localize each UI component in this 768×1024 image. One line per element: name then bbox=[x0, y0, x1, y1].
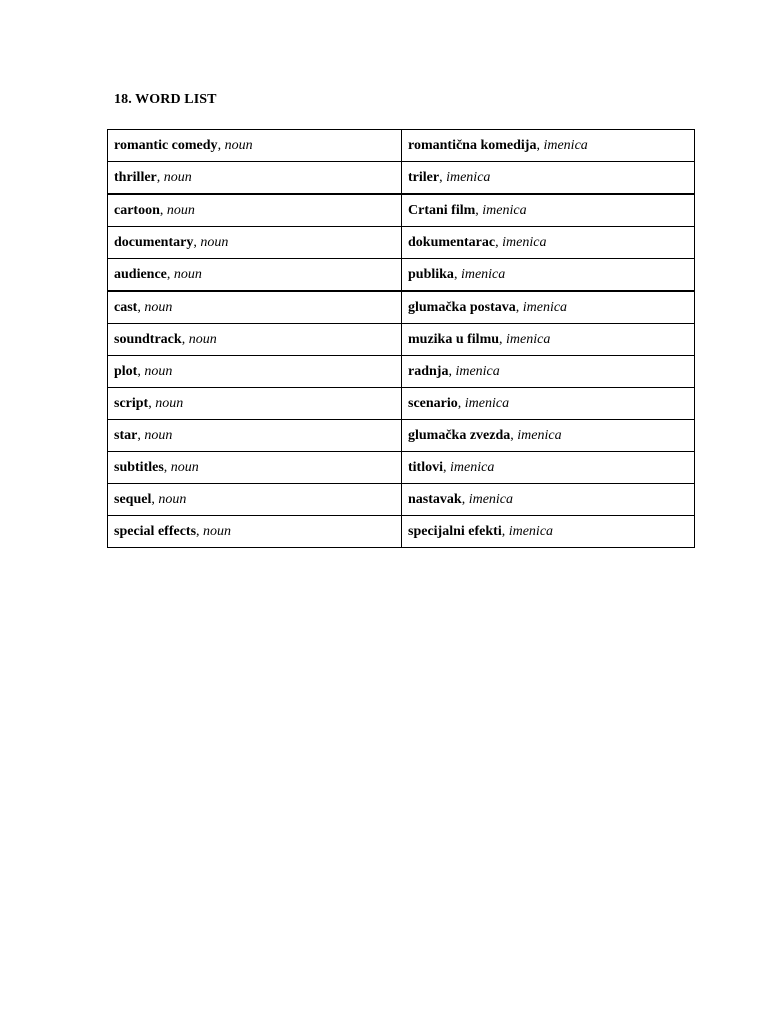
english-part-of-speech: noun bbox=[144, 299, 173, 315]
english-term: subtitles bbox=[114, 459, 164, 475]
english-part-of-speech: noun bbox=[224, 137, 253, 153]
table-row bbox=[108, 194, 695, 227]
separator: , bbox=[156, 169, 164, 185]
translation-cell bbox=[402, 194, 695, 227]
english-cell bbox=[108, 259, 402, 292]
separator: , bbox=[159, 202, 167, 218]
translation-cell bbox=[402, 388, 695, 420]
separator: , bbox=[536, 137, 544, 153]
english-term: script bbox=[114, 395, 149, 411]
english-cell bbox=[108, 162, 402, 195]
translation-cell bbox=[402, 130, 695, 162]
translation-term: muzika u filmu bbox=[408, 331, 500, 347]
word-list-table bbox=[107, 129, 695, 548]
separator: , bbox=[137, 299, 145, 315]
translation-term: nastavak bbox=[408, 491, 462, 507]
table-row bbox=[108, 324, 695, 356]
translation-cell bbox=[402, 259, 695, 292]
english-part-of-speech: noun bbox=[155, 395, 184, 411]
translation-term: glumačka zvezda bbox=[408, 427, 511, 443]
english-term: cartoon bbox=[114, 202, 160, 218]
separator: , bbox=[151, 491, 159, 507]
separator: , bbox=[501, 523, 509, 539]
page-title: 18. WORD LIST bbox=[114, 92, 217, 107]
english-cell bbox=[108, 484, 402, 516]
english-cell bbox=[108, 227, 402, 259]
separator: , bbox=[457, 395, 465, 411]
english-part-of-speech: noun bbox=[163, 169, 192, 185]
english-part-of-speech: noun bbox=[170, 459, 199, 475]
english-cell bbox=[108, 130, 402, 162]
translation-term: Crtani film bbox=[408, 202, 476, 218]
separator: , bbox=[166, 266, 174, 282]
english-cell bbox=[108, 516, 402, 548]
english-term: sequel bbox=[114, 491, 152, 507]
english-cell bbox=[108, 388, 402, 420]
translation-part-of-speech: imenica bbox=[506, 331, 551, 347]
word-list-body bbox=[108, 130, 695, 548]
table-row bbox=[108, 452, 695, 484]
separator: , bbox=[196, 523, 204, 539]
separator: , bbox=[439, 169, 447, 185]
table-row bbox=[108, 516, 695, 548]
translation-term: radnja bbox=[408, 363, 449, 379]
separator: , bbox=[510, 427, 518, 443]
separator: , bbox=[461, 491, 469, 507]
separator: , bbox=[499, 331, 507, 347]
english-part-of-speech: noun bbox=[188, 331, 217, 347]
english-term: audience bbox=[114, 266, 167, 282]
separator: , bbox=[475, 202, 483, 218]
translation-term: publika bbox=[408, 266, 454, 282]
table-row bbox=[108, 484, 695, 516]
english-cell bbox=[108, 194, 402, 227]
translation-cell bbox=[402, 356, 695, 388]
english-term: star bbox=[114, 427, 138, 443]
translation-part-of-speech: imenica bbox=[468, 491, 514, 507]
english-term: thriller bbox=[114, 169, 157, 185]
english-part-of-speech: noun bbox=[200, 234, 229, 250]
separator: , bbox=[495, 234, 503, 250]
translation-cell bbox=[402, 484, 695, 516]
separator: , bbox=[443, 459, 450, 475]
translation-cell bbox=[402, 452, 695, 484]
translation-cell bbox=[402, 227, 695, 259]
translation-part-of-speech: imenica bbox=[508, 523, 554, 539]
separator: , bbox=[137, 363, 145, 379]
translation-term: scenario bbox=[408, 395, 458, 411]
english-cell bbox=[108, 291, 402, 324]
translation-cell bbox=[402, 291, 695, 324]
separator: , bbox=[137, 427, 145, 443]
translation-term: romantična komedija bbox=[408, 137, 537, 153]
english-cell bbox=[108, 324, 402, 356]
translation-cell bbox=[402, 162, 695, 195]
english-term: cast bbox=[114, 299, 138, 315]
separator: , bbox=[217, 137, 225, 153]
translation-part-of-speech: imenica bbox=[517, 427, 562, 443]
separator: , bbox=[453, 266, 461, 282]
separator: , bbox=[148, 395, 156, 411]
english-term: special effects bbox=[114, 523, 197, 539]
translation-term: triler bbox=[408, 169, 440, 185]
translation-cell bbox=[402, 324, 695, 356]
separator: , bbox=[515, 299, 523, 315]
separator: , bbox=[163, 459, 171, 475]
table-row bbox=[108, 162, 695, 195]
translation-term: glumačka postava bbox=[408, 299, 516, 315]
english-term: plot bbox=[114, 363, 138, 379]
translation-part-of-speech: imenica bbox=[482, 202, 527, 218]
english-cell bbox=[108, 452, 402, 484]
translation-term: specijalni efekti bbox=[408, 523, 502, 539]
separator: , bbox=[193, 234, 201, 250]
translation-part-of-speech: imenica bbox=[450, 459, 495, 475]
table-row bbox=[108, 356, 695, 388]
translation-part-of-speech: imenica bbox=[502, 234, 547, 250]
english-part-of-speech: noun bbox=[158, 491, 187, 507]
english-part-of-speech: noun bbox=[166, 202, 195, 218]
english-term: documentary bbox=[114, 234, 194, 250]
english-term: soundtrack bbox=[114, 331, 182, 347]
english-cell bbox=[108, 356, 402, 388]
english-part-of-speech: noun bbox=[144, 427, 173, 443]
translation-part-of-speech: imenica bbox=[455, 363, 500, 379]
english-cell bbox=[108, 420, 402, 452]
separator: , bbox=[181, 331, 189, 347]
table-row bbox=[108, 420, 695, 452]
translation-part-of-speech: imenica bbox=[446, 169, 491, 185]
table-row bbox=[108, 130, 695, 162]
translation-part-of-speech: imenica bbox=[464, 395, 510, 411]
english-part-of-speech: noun bbox=[144, 363, 173, 379]
english-part-of-speech: noun bbox=[173, 266, 202, 282]
english-term: romantic comedy bbox=[114, 137, 218, 153]
english-part-of-speech: noun bbox=[203, 523, 232, 539]
translation-cell bbox=[402, 516, 695, 548]
table-row bbox=[108, 291, 695, 324]
translation-term: dokumentarac bbox=[408, 234, 496, 250]
separator: , bbox=[448, 363, 456, 379]
translation-part-of-speech: imenica bbox=[543, 137, 588, 153]
table-row bbox=[108, 388, 695, 420]
translation-term: titlovi bbox=[408, 459, 443, 475]
translation-part-of-speech: imenica bbox=[460, 266, 506, 282]
translation-part-of-speech: imenica bbox=[522, 299, 568, 315]
translation-cell bbox=[402, 420, 695, 452]
table-row bbox=[108, 227, 695, 259]
table-row bbox=[108, 259, 695, 292]
